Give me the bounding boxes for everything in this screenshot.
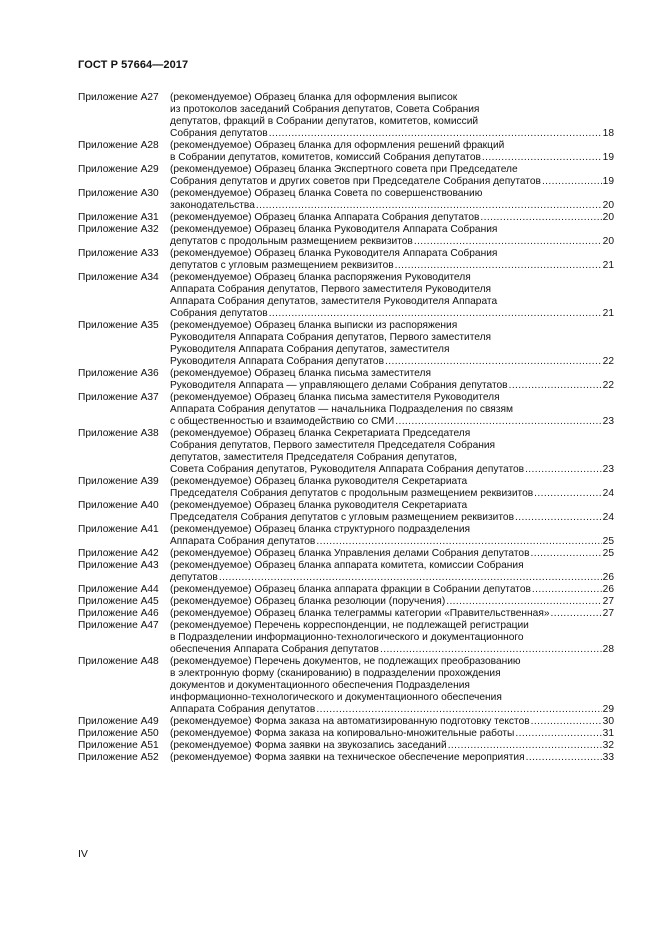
toc-entry-label: Приложение А45 (78, 596, 159, 607)
toc-entry-page: 20 (602, 236, 614, 247)
toc-entry (78, 476, 614, 500)
toc-entry-line: депутатов (170, 572, 218, 583)
toc-entry (78, 224, 614, 248)
toc-entry-page: 26 (602, 584, 614, 595)
dot-leader (316, 536, 601, 548)
toc-entry-label: Приложение А49 (78, 716, 159, 727)
toc-entry-line: (рекомендуемое) Форма заказа на копировально-множительные работы (170, 728, 515, 739)
toc-entry-line: (рекомендуемое) Образец бланка Секретариата Председателя (170, 428, 471, 439)
toc-entry-line: (рекомендуемое) Образец бланка структурного подразделения (170, 524, 471, 535)
toc-entry-label: Приложение А51 (78, 740, 159, 751)
toc-entry-line: (рекомендуемое) Образец бланка руководителя Секретариата (170, 476, 468, 487)
toc-entry-line: (рекомендуемое) Образец бланка Аппарата Собрания депутатов (170, 212, 480, 223)
toc-entry-line: Руководителя Аппарата — управляющего делами Собрания депутатов (170, 380, 508, 391)
dot-leader (385, 356, 602, 368)
toc-entry (78, 212, 614, 224)
toc-entry (78, 428, 614, 476)
toc-entry-line: Собрания депутатов (170, 308, 268, 319)
dot-leader (269, 308, 602, 320)
toc-entry-line: (рекомендуемое) Образец бланка Совета по совершенствованию (170, 188, 483, 199)
toc-entry (78, 752, 614, 764)
toc-entry-label: Приложение А42 (78, 548, 159, 559)
table-of-contents (78, 92, 614, 764)
toc-entry (78, 248, 614, 272)
toc-entry-line: в Собрании депутатов, комитетов, комиссий Собрания депутатов (170, 152, 481, 163)
toc-entry (78, 728, 614, 740)
toc-entry (78, 716, 614, 728)
toc-entry-line: с общественностью и взаимодействию со СМИ (170, 416, 395, 427)
toc-entry (78, 368, 614, 392)
toc-entry (78, 560, 614, 584)
toc-entry-line: (рекомендуемое) Образец бланка выписки из распоряжения (170, 320, 458, 331)
toc-entry-label: Приложение А43 (78, 560, 159, 571)
dot-leader (482, 152, 602, 164)
toc-entry-line: (рекомендуемое) Форма заявки на техническое обеспечение мероприятия (170, 752, 525, 763)
toc-entry-label: Приложение А38 (78, 428, 159, 439)
toc-entry-page: 21 (602, 260, 614, 271)
toc-entry-label: Приложение А36 (78, 368, 159, 379)
toc-entry-line: (рекомендуемое) Образец бланка Экспертного совета при Председателе (170, 164, 518, 175)
toc-entry-line: депутатов, фракций в Собрании депутатов, комитетов, комиссий (170, 116, 479, 127)
toc-entry-page: 23 (602, 416, 614, 427)
toc-entry (78, 92, 614, 140)
toc-entry (78, 596, 614, 608)
dot-leader (395, 260, 602, 272)
dot-leader (414, 236, 602, 248)
toc-entry-line: Руководителя Аппарата Собрания депутатов, Первого заместителя (170, 332, 492, 343)
toc-entry (78, 272, 614, 320)
toc-entry-line: депутатов с угловым размещением реквизитов (170, 260, 394, 271)
toc-entry-page: 32 (602, 740, 614, 751)
toc-entry-page: 33 (602, 752, 614, 763)
toc-entry-line: Аппарата Собрания депутатов, Первого заместителя Руководителя (170, 284, 492, 295)
toc-entry (78, 620, 614, 656)
document-header: ГОСТ Р 57664—2017 (78, 59, 189, 71)
toc-entry-label: Приложение А47 (78, 620, 159, 631)
toc-entry-line: Собрания депутатов и других советов при Председателе Собрания депутатов (170, 176, 541, 187)
toc-entry-line: (рекомендуемое) Образец бланка аппарата комитета, комиссии Собрания (170, 560, 524, 571)
toc-entry (78, 656, 614, 716)
toc-entry-line: (рекомендуемое) Образец бланка письма заместителя (170, 368, 431, 379)
toc-entry-page: 23 (602, 464, 614, 475)
toc-entry-page: 28 (602, 644, 614, 655)
toc-entry-page: 30 (602, 716, 614, 727)
toc-entry-line: (рекомендуемое) Образец бланка Руководителя Аппарата Собрания (170, 224, 498, 235)
toc-entry-line: Аппарата Собрания депутатов, заместителя Руководителя Аппарата (170, 296, 498, 307)
toc-entry-line: Председателя Собрания депутатов с продольным размещением реквизитов (170, 488, 534, 499)
toc-entry-label: Приложение А28 (78, 140, 159, 151)
toc-entry-label: Приложение А32 (78, 224, 159, 235)
toc-entry-label: Приложение А39 (78, 476, 159, 487)
toc-entry-line: Аппарата Собрания депутатов (170, 704, 316, 715)
dot-leader (380, 644, 602, 656)
toc-entry-label: Приложение А40 (78, 500, 159, 511)
toc-entry-page: 21 (602, 308, 614, 319)
dot-leader (480, 212, 601, 224)
toc-entry-label: Приложение А29 (78, 164, 159, 175)
toc-entry-line: (рекомендуемое) Образец бланка распоряжения Руководителя (170, 272, 471, 283)
toc-entry-page: 20 (602, 212, 614, 223)
toc-entry-label: Приложение А27 (78, 92, 159, 103)
toc-entry-page: 27 (602, 608, 614, 619)
toc-entry (78, 584, 614, 596)
toc-entry-label: Приложение А44 (78, 584, 159, 595)
toc-entry (78, 608, 614, 620)
toc-entry-label: Приложение А34 (78, 272, 159, 283)
toc-entry-page: 24 (602, 512, 614, 523)
toc-entry-page: 31 (602, 728, 614, 739)
dot-leader (316, 704, 601, 716)
toc-entry-line: (рекомендуемое) Перечень корреспонденции, не подлежащей регистрации (170, 620, 529, 631)
toc-entry-line: Аппарата Собрания депутатов — начальника Подразделения по связям (170, 404, 514, 415)
toc-entry (78, 164, 614, 188)
toc-entry-line: (рекомендуемое) Образец бланка руководителя Секретариата (170, 500, 468, 511)
toc-entry-page: 22 (602, 380, 614, 391)
toc-entry (78, 500, 614, 524)
toc-entry-line: (рекомендуемое) Образец бланка телеграммы категории «Правительственная» (170, 608, 550, 619)
toc-entry-line: информационно-технологического и документационного обеспечения (170, 692, 502, 703)
toc-entry-line: Собрания депутатов (170, 128, 268, 139)
toc-entry-page: 25 (602, 536, 614, 547)
dot-leader (534, 488, 602, 500)
toc-entry-line: (рекомендуемое) Образец бланка для оформления решений фракций (170, 140, 505, 151)
toc-entry (78, 740, 614, 752)
toc-entry-label: Приложение А46 (78, 608, 159, 619)
dot-leader (532, 584, 602, 596)
toc-entry (78, 524, 614, 548)
toc-entry-page: 24 (602, 488, 614, 499)
toc-entry-label: Приложение А48 (78, 656, 159, 667)
dot-leader (515, 728, 601, 740)
dot-leader (531, 716, 602, 728)
toc-entry-page: 19 (602, 176, 614, 187)
dot-leader (551, 608, 602, 620)
toc-entry-line: обеспечения Аппарата Собрания депутатов (170, 644, 379, 655)
toc-entry-line: документов и документационного обеспечения Подразделения (170, 680, 470, 691)
toc-entry-line: (рекомендуемое) Перечень документов, не подлежащих преобразованию (170, 656, 521, 667)
dot-leader (219, 572, 602, 584)
toc-entry-line: депутатов, заместителя Председателя Собрания депутатов, (170, 452, 458, 463)
dot-leader (256, 200, 602, 212)
dot-leader (525, 464, 602, 476)
toc-entry-line: (рекомендуемое) Образец бланка резолюции (поручения) (170, 596, 446, 607)
dot-leader (526, 752, 602, 764)
toc-entry-line: (рекомендуемое) Образец бланка Управления делами Собрания депутатов (170, 548, 530, 559)
toc-entry-label: Приложение А35 (78, 320, 159, 331)
toc-entry (78, 548, 614, 560)
toc-entry-label: Приложение А52 (78, 752, 159, 763)
toc-entry (78, 320, 614, 368)
toc-entry (78, 392, 614, 428)
toc-entry-line: Руководителя Аппарата Собрания депутатов, заместителя (170, 344, 450, 355)
dot-leader (509, 380, 602, 392)
toc-entry-page: 22 (602, 356, 614, 367)
toc-entry-line: из протоколов заседаний Собрания депутатов, Совета Собрания (170, 104, 480, 115)
toc-entry-label: Приложение А33 (78, 248, 159, 259)
toc-entry-line: Аппарата Собрания депутатов (170, 536, 316, 547)
toc-entry-page: 20 (602, 200, 614, 211)
toc-entry-label: Приложение А31 (78, 212, 159, 223)
toc-entry-line: (рекомендуемое) Образец бланка письма заместителя Руководителя (170, 392, 500, 403)
toc-entry-line: (рекомендуемое) Образец бланка Руководителя Аппарата Собрания (170, 248, 498, 259)
dot-leader (530, 548, 601, 560)
toc-entry-line: Совета Собрания депутатов, Руководителя Аппарата Собрания депутатов (170, 464, 525, 475)
toc-entry-line: Руководителя Аппарата Собрания депутатов (170, 356, 385, 367)
toc-entry-page: 26 (602, 572, 614, 583)
toc-entry-page: 19 (602, 152, 614, 163)
toc-entry-line: (рекомендуемое) Образец бланка аппарата фракции в Собрании депутатов (170, 584, 531, 595)
toc-entry-label: Приложение А41 (78, 524, 159, 535)
toc-entry-page: 29 (602, 704, 614, 715)
dot-leader (269, 128, 602, 140)
dot-leader (395, 416, 601, 428)
toc-entry-line: депутатов с продольным размещением реквизитов (170, 236, 413, 247)
toc-entry (78, 188, 614, 212)
toc-entry (78, 140, 614, 164)
toc-entry-line: Собрания депутатов, Первого заместителя Председателя Собрания (170, 440, 496, 451)
toc-entry-page: 27 (602, 596, 614, 607)
toc-entry-label: Приложение А50 (78, 728, 159, 739)
page-number: IV (78, 848, 88, 860)
toc-entry-line: законодательства (170, 200, 255, 211)
toc-entry-line: (рекомендуемое) Форма заявки на звукозапись заседаний (170, 740, 447, 751)
toc-entry-line: в Подразделении информационно-технологического и документационного (170, 632, 524, 643)
dot-leader (515, 512, 602, 524)
toc-entry-label: Приложение А37 (78, 392, 159, 403)
toc-entry-line: (рекомендуемое) Форма заказа на автоматизированную подготовку текстов (170, 716, 530, 727)
toc-entry-line: (рекомендуемое) Образец бланка для оформления выписок (170, 92, 458, 103)
toc-entry-line: Председателя Собрания депутатов с угловым размещением реквизитов (170, 512, 514, 523)
dot-leader (446, 596, 601, 608)
toc-entry-page: 25 (602, 548, 614, 559)
toc-entry-label: Приложение А30 (78, 188, 159, 199)
toc-entry-page: 18 (602, 128, 614, 139)
toc-entry-line: в электронную форму (сканированию) в подразделении прохождения (170, 668, 501, 679)
dot-leader (448, 740, 602, 752)
dot-leader (542, 176, 602, 188)
